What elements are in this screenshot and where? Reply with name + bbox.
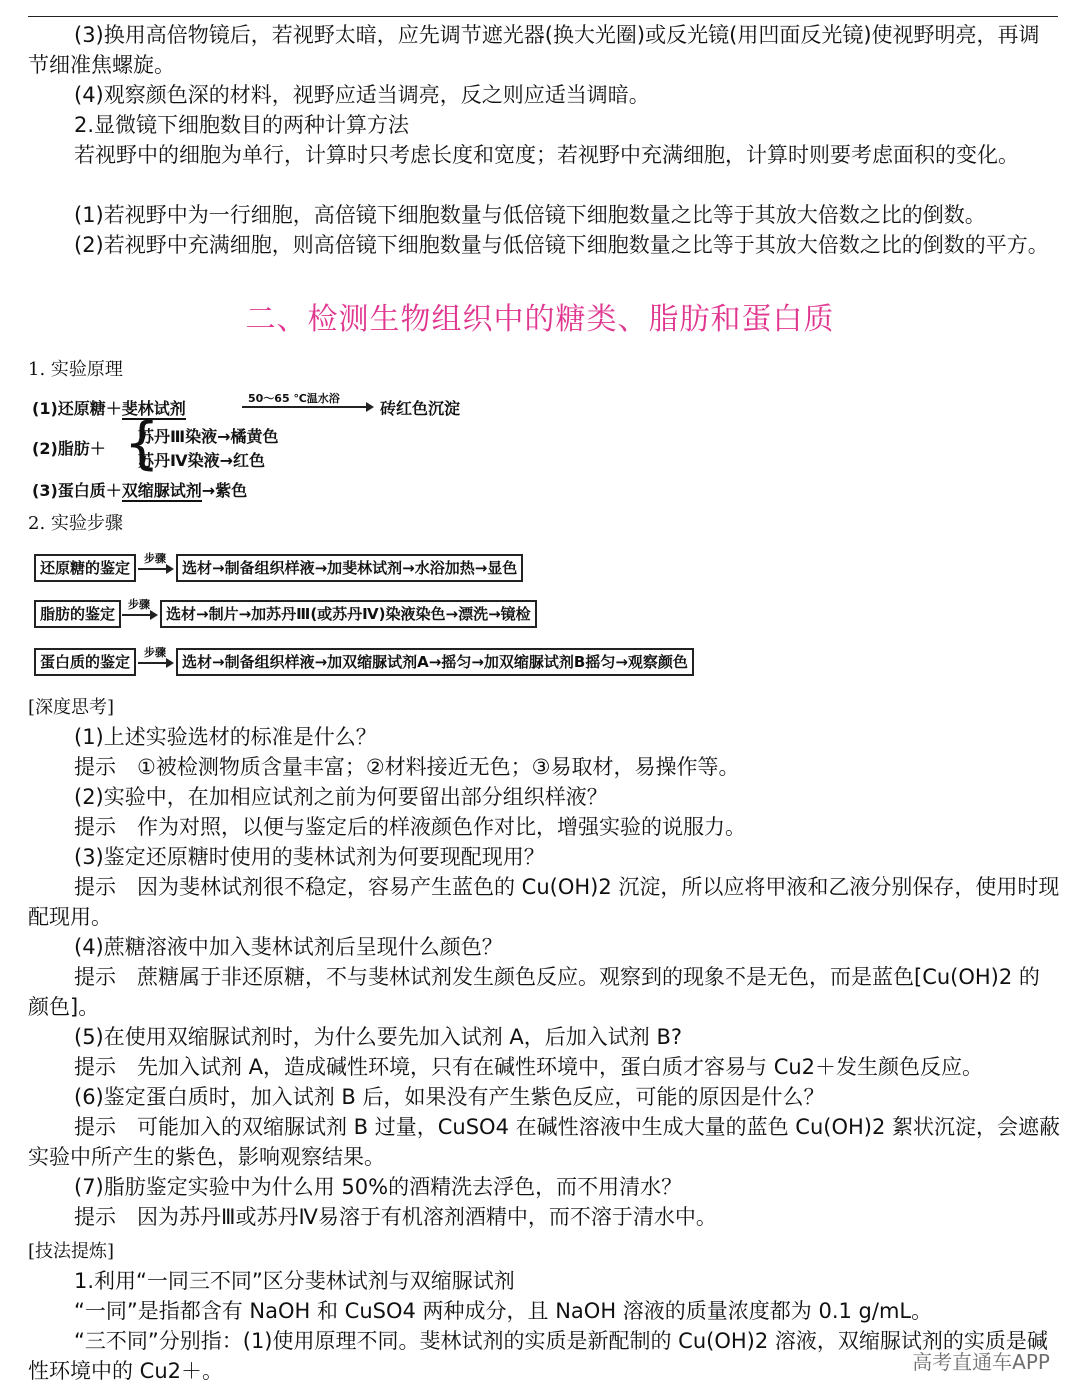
step-row-3-flow: 选材→制备组织样液→加双缩脲试剂A→摇匀→加双缩脲试剂B摇匀→观察颜色 — [176, 648, 694, 676]
deep-q2: (2)实验中，在加相应试剂之前为何要留出部分组织样液？ — [74, 785, 608, 809]
brace: { — [124, 411, 160, 476]
step-row-3-arrow — [138, 662, 172, 664]
deep-thinking-heading: [深度思考] — [28, 697, 115, 718]
deep-q5: (5)在使用双缩脲试剂时，为什么要先加入试剂 A，后加入试剂 B? — [74, 1025, 683, 1049]
skill-p3: “三不同”分别指：(1)使用原理不同。斐林试剂的实质是新配制的 Cu(OH)2 溶液，双缩脲试剂的实质是碱性环境中的 Cu2＋。 — [28, 1329, 1048, 1383]
formula-1-reagent: 斐林试剂 — [121, 399, 186, 418]
paragraph-objective-lens: (3)换用高倍物镜后，若视野太暗，应先调节遮光器(换大光圈)或反光镜(用凹面反光镜)使视野明亮，再调节细准焦螺旋。 — [28, 23, 1040, 77]
formula-1-prefix: (1)还原糖＋ — [32, 399, 122, 418]
formula-2b: 苏丹Ⅳ染液→红色 — [138, 451, 265, 470]
step-row-2-arrow — [122, 614, 156, 616]
principle-figure — [28, 386, 490, 500]
step-row-1-flow: 选材→制备组织样液→加斐林试剂→水浴加热→显色 — [176, 554, 523, 582]
formula-2-prefix: (2)脂肪＋ — [32, 439, 106, 458]
skill-heading: [技法提炼] — [28, 1241, 115, 1262]
skill-p1: 1.利用“一同三不同”区分斐林试剂与双缩脲试剂 — [74, 1269, 515, 1293]
formula-3-result: →紫色 — [201, 481, 248, 500]
deep-q4: (4)蔗糖溶液中加入斐林试剂后呈现什么颜色？ — [74, 935, 503, 959]
step-row-1-label: 步骤 — [144, 552, 166, 565]
formula-2a: 苏丹Ⅲ染液→橘黄色 — [138, 427, 279, 446]
formula-3-reagent: 双缩脲试剂 — [121, 481, 202, 500]
deep-a2: 提示 作为对照，以便与鉴定后的样液颜色作对比，增强实验的说服力。 — [74, 815, 746, 839]
step-row-2-name: 脂肪的鉴定 — [34, 600, 121, 628]
paragraph-count-methods-heading: 2.显微镜下细胞数目的两种计算方法 — [74, 113, 410, 137]
formula-1-result: 砖红色沉淀 — [380, 399, 461, 418]
deep-q3: (3)鉴定还原糖时使用的斐林试剂为何要现配现用？ — [74, 845, 545, 869]
formula-1-arrow — [242, 406, 372, 408]
step-row-3-label: 步骤 — [144, 646, 166, 659]
deep-q1: (1)上述实验选材的标准是什么？ — [74, 725, 377, 749]
skill-p2: “一同”是指都含有 NaOH 和 CuSO4 两种成分，且 NaOH 溶液的质量浓度都为 0.1 g/mL。 — [74, 1299, 933, 1323]
deep-q6: (6)鉴定蛋白质时，加入试剂 B 后，如果没有产生紫色反应，可能的原因是什么？ — [74, 1085, 825, 1109]
formula-1-condition: 50～65 ℃温水浴 — [248, 392, 340, 405]
step-row-1-name: 还原糖的鉴定 — [34, 554, 136, 582]
paragraph-count-intro: 若视野中的细胞为单行，计算时只考虑长度和宽度；若视野中充满细胞，计算时则要考虑面积的变化。 — [74, 143, 1019, 167]
steps-figure — [28, 544, 714, 684]
deep-a6: 提示 可能加入的双缩脲试剂 B 过量，CuSO4 在碱性溶液中生成大量的蓝色 Cu(OH)2 絮状沉淀，会遮蔽实验中所产生的紫色，影响观察结果。 — [28, 1115, 1061, 1169]
watermark: 高考直通车APP — [912, 1350, 1050, 1374]
step-row-2-label: 步骤 — [128, 598, 150, 611]
steps-heading: 2. 实验步骤 — [28, 513, 123, 534]
deep-a1: 提示 ①被检测物质含量丰富；②材料接近无色；③易取材，易操作等。 — [74, 755, 740, 779]
principle-heading: 1. 实验原理 — [28, 359, 123, 380]
paragraph-single-row: (1)若视野中为一行细胞，高倍镜下细胞数量与低倍镜下细胞数量之比等于其放大倍数之比的倒数。 — [74, 203, 986, 227]
step-row-1-arrow — [138, 568, 172, 570]
section-title: 二、检测生物组织中的糖类、脂肪和蛋白质 — [245, 302, 835, 337]
paragraph-color-material: (4)观察颜色深的材料，视野应适当调亮，反之则应适当调暗。 — [74, 83, 650, 107]
step-row-2-flow: 选材→制片→加苏丹Ⅲ(或苏丹Ⅳ)染液染色→漂洗→镜检 — [160, 600, 537, 628]
deep-a3: 提示 因为斐林试剂很不稳定，容易产生蓝色的 Cu(OH)2 沉淀，所以应将甲液和乙液分别保存，使用时现配现用。 — [28, 875, 1060, 929]
deep-q7: (7)脂肪鉴定实验中为什么用 50%的酒精洗去浮色，而不用清水？ — [74, 1175, 683, 1199]
deep-a4: 提示 蔗糖属于非还原糖，不与斐林试剂发生颜色反应。观察到的现象不是无色，而是蓝色[Cu(OH)2 的颜色]。 — [28, 965, 1040, 1019]
paragraph-full-field: (2)若视野中充满细胞，则高倍镜下细胞数量与低倍镜下细胞数量之比等于其放大倍数之比的倒数的平方。 — [74, 233, 1049, 257]
formula-3-prefix: (3)蛋白质＋ — [32, 481, 122, 500]
step-row-3-name: 蛋白质的鉴定 — [34, 648, 136, 676]
top-rule — [28, 16, 1058, 17]
deep-a7: 提示 因为苏丹Ⅲ或苏丹Ⅳ易溶于有机溶剂酒精中，而不溶于清水中。 — [74, 1205, 717, 1229]
deep-a5: 提示 先加入试剂 A，造成碱性环境，只有在碱性环境中，蛋白质才容易与 Cu2＋发生颜色反应。 — [74, 1055, 984, 1079]
